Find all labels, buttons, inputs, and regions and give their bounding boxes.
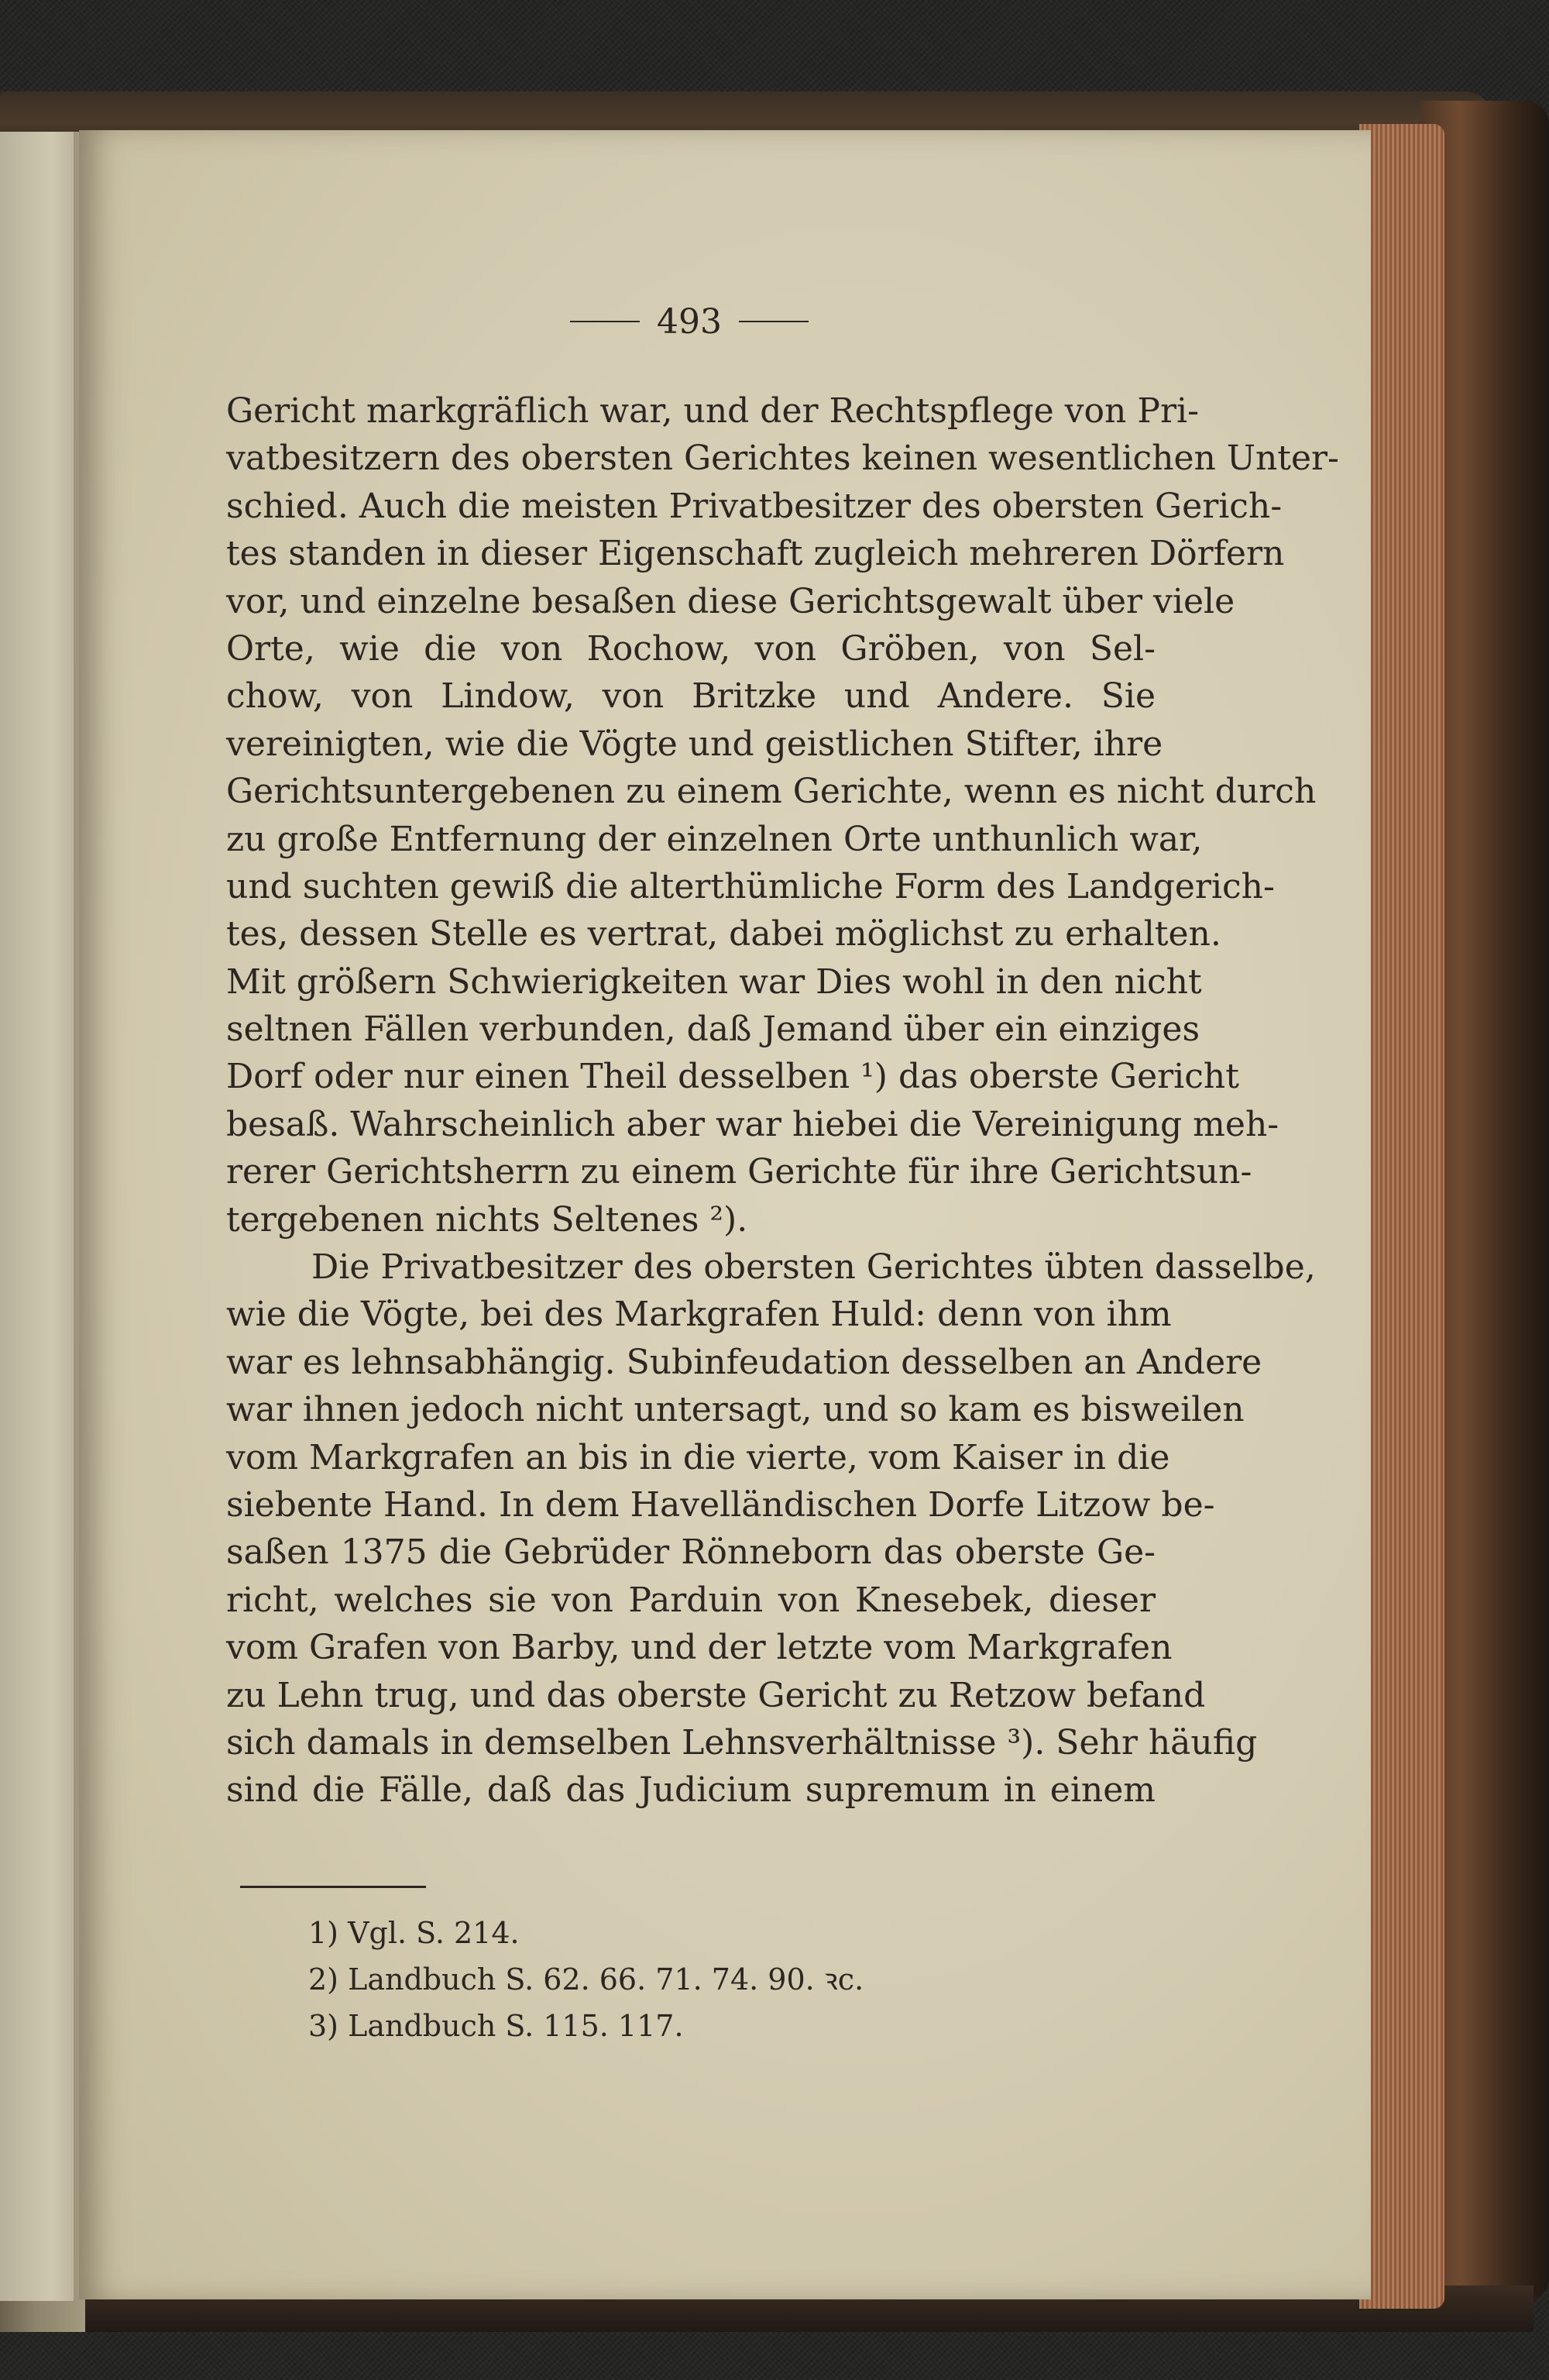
text-line: vereinigten, wie die Vögte und geistlichen Stifter, ihre xyxy=(226,724,1163,764)
text-line: vom Markgrafen an bis in die vierte, vom Kaiser in die xyxy=(226,1437,1170,1477)
text-line: besaß. Wahrscheinlich aber war hiebei die Vereinigung meh- xyxy=(226,1104,1279,1144)
text-line: siebente Hand. In dem Havelländischen Dorfe Litzow be- xyxy=(226,1484,1215,1525)
text-line: vatbesitzern des obersten Gerichtes keinen wesentlichen Unter- xyxy=(226,439,1339,479)
text-line: wie die Vögte, bei des Markgrafen Huld: denn von ihm xyxy=(226,1295,1172,1335)
text-line: rerer Gerichtsherrn zu einem Gerichte für ihre Gerichtsun- xyxy=(226,1152,1252,1192)
text-line: richt, welches sie von Parduin von Knesebek, dieser xyxy=(226,1580,1156,1620)
footnote: 3) Landbuch S. 115. 117. xyxy=(308,2009,684,2043)
body-text xyxy=(226,387,1339,1814)
text-line: saßen 1375 die Gebrüder Rönneborn das oberste Ge- xyxy=(226,1532,1156,1573)
text-line: Die Privatbesitzer des obersten Gerichtes übten dasselbe, xyxy=(311,1247,1316,1288)
text-line: war ihnen jedoch nicht untersagt, und so kam es bisweilen xyxy=(226,1390,1245,1430)
text-line: chow, von Lindow, von Britzke und Andere. Sie xyxy=(226,676,1156,717)
text-line: Gericht markgräflich war, und der Rechtspflege von Pri- xyxy=(226,391,1199,431)
footnotes xyxy=(308,1910,1005,2049)
text-line: Mit größern Schwierigkeiten war Dies wohl in den nicht xyxy=(226,961,1202,1002)
footnote-rule xyxy=(240,1886,426,1888)
text-line: vor, und einzelne besaßen diese Gerichtsgewalt über viele xyxy=(226,581,1235,621)
text-line: Dorf oder nur einen Theil desselben ¹) das oberste Gericht xyxy=(226,1057,1239,1097)
text-line: zu große Entfernung der einzelnen Orte unthunlich war, xyxy=(226,819,1203,859)
footnote: 2) Landbuch S. 62. 66. 71. 74. 90. ꝛc. xyxy=(308,1962,864,1997)
text-line: tes, dessen Stelle es vertrat, dabei möglichst zu erhalten. xyxy=(226,914,1221,954)
text-line: Orte, wie die von Rochow, von Gröben, von Sel- xyxy=(226,628,1156,669)
page-number: 493 xyxy=(657,301,722,342)
text-line: seltnen Fällen verbunden, daß Jemand über ein einziges xyxy=(226,1009,1200,1050)
header-dash-right xyxy=(739,321,809,322)
footnote: 1) Vgl. S. 214. xyxy=(308,1916,520,1950)
text-line: tes standen in dieser Eigenschaft zugleich mehreren Dörfern xyxy=(226,534,1285,574)
page-stack-edge xyxy=(1359,124,1444,2309)
text-line: war es lehnsabhängig. Subinfeudation desselben an Andere xyxy=(226,1342,1262,1382)
text-line: Gerichtsuntergebenen zu einem Gerichte, wenn es nicht durch xyxy=(226,772,1317,812)
text-line: und suchten gewiß die alterthümliche Form des Landgerich- xyxy=(226,866,1275,906)
text-line: schied. Auch die meisten Privatbesitzer des obersten Gerich- xyxy=(226,486,1283,526)
text-line: sich damals in demselben Lehnsverhältnisse ³). Sehr häufig xyxy=(226,1722,1258,1763)
header-dash-left xyxy=(570,321,640,322)
page-header xyxy=(534,298,844,345)
text-line: vom Grafen von Barby, und der letzte vom Markgrafen xyxy=(226,1628,1173,1668)
text-line: tergebenen nichts Seltenes ²). xyxy=(226,1199,748,1240)
text-line: sind die Fälle, daß das Judicium supremum in einem xyxy=(226,1770,1156,1811)
text-line: zu Lehn trug, und das oberste Gericht zu Retzow befand xyxy=(226,1675,1206,1715)
previous-page-edge xyxy=(0,132,74,2301)
